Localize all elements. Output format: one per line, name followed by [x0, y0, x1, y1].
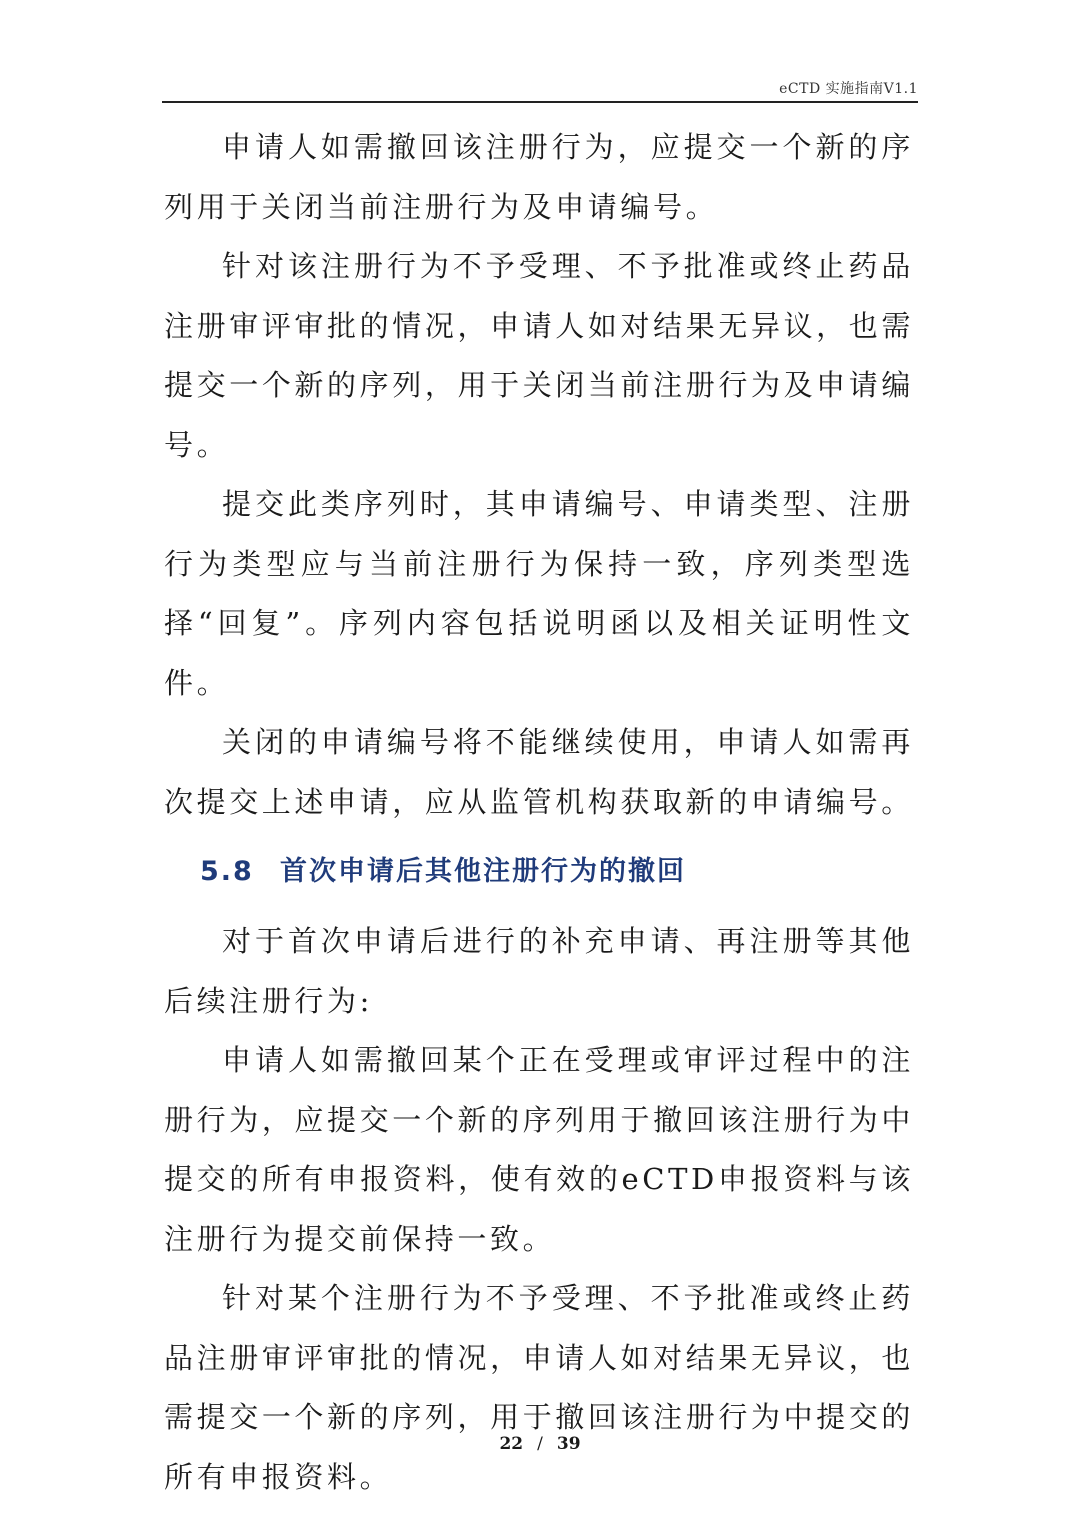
paragraph: 申请人如需撤回该注册行为，应提交一个新的序列用于关闭当前注册行为及申请编号。 — [164, 130, 914, 224]
current-page-number: 22 — [499, 1434, 524, 1454]
paragraph: 提交此类序列时，其申请编号、申请类型、注册行为类型应与当前注册行为保持一致，序列类型选择“回复”。序列内容包括说明函以及相关证明性文件。 — [164, 487, 914, 700]
paragraph: 针对某个注册行为不予受理、不予批准或终止药品注册审评审批的情况，申请人如对结果无异议，也需提交一个新的序列，用于撤回该注册行为中提交的所有申报资料。 — [164, 1281, 914, 1494]
paragraph: 关闭的申请编号将不能继续使用，申请人如需再次提交上述申请，应从监管机构获取新的申请编号。 — [164, 725, 914, 819]
paragraph: 对于首次申请后进行的补充申请、再注册等其他后续注册行为: — [164, 924, 914, 1018]
page-footer — [0, 1434, 1080, 1454]
header-rule — [162, 101, 918, 103]
paragraph: 申请人如需撤回某个正在受理或审评过程中的注册行为，应提交一个新的序列用于撤回该注册行为中提交的所有申报资料，使有效的eCTD申报资料与该注册行为提交前保持一致。 — [164, 1043, 914, 1256]
total-pages: 39 — [556, 1434, 581, 1454]
section-number: 5.8 — [200, 856, 254, 887]
page-body — [164, 118, 914, 1507]
running-header: eCTD 实施指南V1.1 — [779, 81, 918, 97]
page-separator: / — [537, 1434, 543, 1454]
paragraph: 针对该注册行为不予受理、不予批准或终止药品注册审评审批的情况，申请人如对结果无异议，也需提交一个新的序列，用于关闭当前注册行为及申请编号。 — [164, 249, 914, 462]
section-heading — [164, 832, 914, 912]
section-title: 首次申请后其他注册行为的撤回 — [280, 856, 686, 887]
